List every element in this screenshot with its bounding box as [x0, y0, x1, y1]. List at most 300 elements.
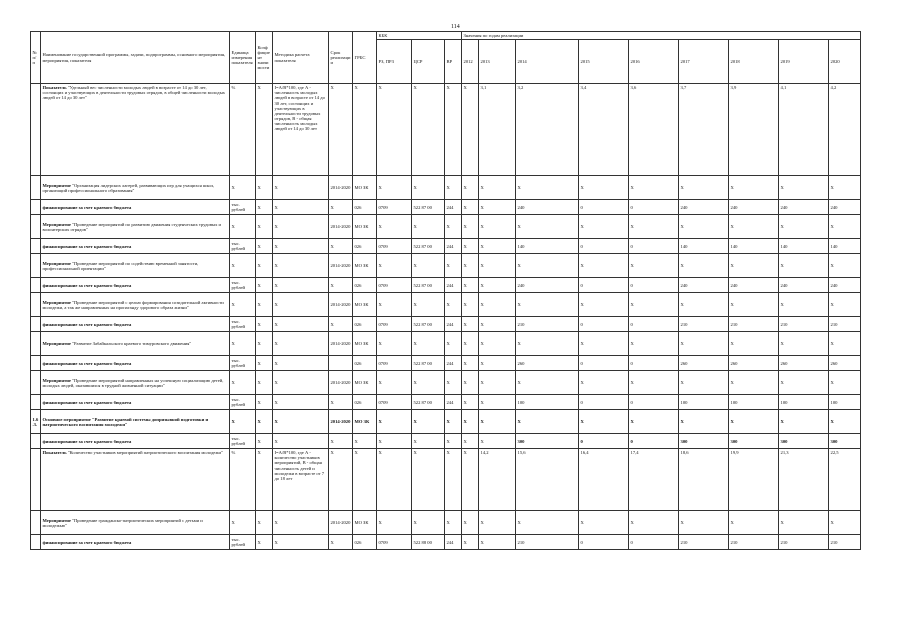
row-year-value: 19,9	[729, 449, 779, 511]
row-num	[31, 215, 41, 239]
row-method: X	[273, 278, 329, 293]
table-row	[31, 293, 861, 317]
row-year-value: X	[829, 254, 861, 278]
row-grbs: МО ЗК	[353, 410, 377, 434]
row-year-value: X	[462, 356, 479, 371]
table-row	[31, 371, 861, 395]
table-row	[31, 410, 861, 434]
row-coef: X	[256, 317, 273, 332]
row-name	[41, 200, 230, 215]
row-unit: тыс. рублей	[230, 356, 256, 371]
row-name-lead: Мероприятие	[42, 341, 71, 347]
row-vr: X	[445, 215, 462, 239]
row-year-value: 3,4	[579, 84, 629, 176]
row-year-value: 15,6	[516, 449, 579, 511]
row-num	[31, 511, 41, 535]
row-year-value: X	[516, 293, 579, 317]
row-year-value: X	[579, 332, 629, 356]
row-grbs: X	[353, 84, 377, 176]
table-row	[31, 434, 861, 449]
row-name	[41, 278, 230, 293]
row-name-text: "Организация лидерских лагерей, развивающих игр для учащихся школ, организаций профессионального образования"	[42, 182, 215, 193]
row-year-value: 300	[516, 434, 579, 449]
row-unit: X	[230, 371, 256, 395]
row-name-lead: Мероприятие	[42, 517, 71, 523]
row-period: X	[329, 535, 353, 550]
row-rz: X	[377, 410, 412, 434]
header-coef: Коэффициент значимости	[256, 32, 273, 84]
table-row	[31, 176, 861, 200]
row-unit: X	[230, 332, 256, 356]
header-num: № п/п	[31, 32, 41, 84]
row-year-value: 210	[729, 317, 779, 332]
program-table	[30, 31, 861, 550]
row-num	[31, 395, 41, 410]
row-year-value: 260	[829, 356, 861, 371]
row-rz: 0709	[377, 239, 412, 254]
row-num	[31, 278, 41, 293]
header-year-2015: 2015	[579, 40, 629, 84]
row-name-lead: Основное мероприятие "Развитие краевой системы допризывной подготовки и патриотического воспитания молодежи"	[42, 416, 209, 427]
row-year-value: X	[479, 239, 516, 254]
row-rz: X	[377, 84, 412, 176]
row-csr: X	[412, 434, 445, 449]
row-vr: X	[445, 84, 462, 176]
row-year-value: X	[462, 395, 479, 410]
row-coef: X	[256, 215, 273, 239]
row-name-text: "Проведение мероприятий направленных на успешную социализацию детей, молодых людей, оказавшихся в трудной жизненной ситуации"	[42, 377, 224, 388]
row-year-value: 0	[629, 239, 679, 254]
row-vr: 244	[445, 356, 462, 371]
row-csr: X	[412, 293, 445, 317]
row-unit: тыс. рублей	[230, 200, 256, 215]
row-vr: 244	[445, 278, 462, 293]
row-grbs: МО ЗК	[353, 293, 377, 317]
row-period: X	[329, 317, 353, 332]
row-year-value: 240	[729, 200, 779, 215]
row-name-lead: финансирование за счет краевого бюджета	[42, 282, 132, 288]
row-coef: X	[256, 239, 273, 254]
row-year-value: 210	[679, 317, 729, 332]
row-year-value: X	[679, 293, 729, 317]
row-name	[41, 449, 230, 511]
row-year-value: X	[516, 176, 579, 200]
row-year-value: 240	[829, 278, 861, 293]
row-name-lead: финансирование за счет краевого бюджета	[42, 539, 132, 545]
row-year-value: 18,6	[679, 449, 729, 511]
row-year-value: X	[479, 395, 516, 410]
row-csr: X	[412, 254, 445, 278]
row-vr: X	[445, 293, 462, 317]
row-period	[329, 356, 353, 371]
row-grbs: МО ЗК	[353, 176, 377, 200]
row-name-lead: Показатель	[42, 450, 67, 456]
row-method: I=A/B*100, где А - численность молодых людей в возрасте от 14 до 30 лет, состоящих и участвующих в деятельности трудовых отрядов, В - общая численность молодых людей от 14 до 30 лет	[273, 84, 329, 176]
row-grbs: 026	[353, 317, 377, 332]
row-year-value: X	[462, 254, 479, 278]
row-year-value: X	[462, 84, 479, 176]
row-name	[41, 371, 230, 395]
row-period: 2014-2020	[329, 332, 353, 356]
row-year-value: X	[516, 410, 579, 434]
row-year-value: X	[462, 293, 479, 317]
header-year-2012: 2012	[462, 40, 479, 84]
row-year-value: X	[516, 371, 579, 395]
row-year-value: 240	[829, 200, 861, 215]
row-name-lead: финансирование за счет краевого бюджета	[42, 321, 132, 327]
table-row	[31, 278, 861, 293]
row-unit: X	[230, 176, 256, 200]
row-period: X	[329, 449, 353, 511]
row-grbs: 026	[353, 535, 377, 550]
table-row	[31, 535, 861, 550]
header-csr: ЦСР	[412, 40, 445, 84]
row-method: X	[273, 239, 329, 254]
table-row	[31, 200, 861, 215]
table-body	[31, 84, 861, 550]
row-vr: 244	[445, 239, 462, 254]
row-csr: X	[412, 371, 445, 395]
row-year-value: 0	[629, 535, 679, 550]
row-year-value: X	[462, 371, 479, 395]
row-year-value: 210	[729, 535, 779, 550]
row-year-value: X	[462, 535, 479, 550]
row-year-value: X	[479, 511, 516, 535]
row-rz: X	[377, 371, 412, 395]
row-name-text: "Количество участников мероприятий патриотического воспитания молодежи"	[66, 450, 223, 456]
row-csr: X	[412, 511, 445, 535]
row-name-lead: финансирование за счет краевого бюджета	[42, 360, 132, 366]
row-year-value: X	[479, 410, 516, 434]
header-values: Значения по годам реализации	[462, 32, 861, 40]
row-name-lead: финансирование за счет краевого бюджета	[42, 399, 132, 405]
row-year-value: X	[779, 215, 829, 239]
row-year-value: X	[462, 239, 479, 254]
row-vr: X	[445, 371, 462, 395]
row-coef: X	[256, 293, 273, 317]
row-grbs: X	[353, 434, 377, 449]
row-year-value: 16,4	[579, 449, 629, 511]
row-name	[41, 84, 230, 176]
row-year-value: X	[579, 410, 629, 434]
row-name	[41, 511, 230, 535]
row-name-lead: Мероприятие	[42, 299, 71, 305]
row-rz: 0709	[377, 278, 412, 293]
header-year-2013: 2013	[479, 40, 516, 84]
header-year-2016: 2016	[629, 40, 679, 84]
row-num	[31, 371, 41, 395]
row-unit: тыс. рублей	[230, 434, 256, 449]
row-year-value: 0	[629, 317, 679, 332]
row-period: X	[329, 239, 353, 254]
table-row	[31, 449, 861, 511]
row-year-value: 140	[679, 239, 729, 254]
row-year-value: X	[479, 278, 516, 293]
row-name	[41, 356, 230, 371]
row-grbs: 026	[353, 356, 377, 371]
row-name-lead: Показатель	[42, 85, 67, 91]
row-grbs: 026	[353, 200, 377, 215]
row-csr: 522 87 00	[412, 356, 445, 371]
row-name	[41, 410, 230, 434]
row-year-value: X	[516, 254, 579, 278]
row-num	[31, 293, 41, 317]
header-method: Методика расчета показателя	[273, 32, 329, 84]
row-year-value: X	[729, 332, 779, 356]
row-method: X	[273, 410, 329, 434]
row-year-value: X	[462, 332, 479, 356]
row-year-value: X	[829, 215, 861, 239]
row-year-value: 210	[516, 535, 579, 550]
row-year-value: 3,2	[516, 84, 579, 176]
row-period: X	[329, 84, 353, 176]
row-year-value: 100	[729, 395, 779, 410]
row-name	[41, 176, 230, 200]
row-grbs: X	[353, 449, 377, 511]
row-year-value: X	[462, 278, 479, 293]
row-coef: X	[256, 176, 273, 200]
row-year-value: X	[462, 410, 479, 434]
row-csr: 522 87 00	[412, 278, 445, 293]
header-unit: Единица измерения показателя	[230, 32, 256, 84]
row-method: I=A/B*100, где А - количество участников мероприятий, В - общая численность детей и молодежи в возрасте от 7 до 18 лет	[273, 449, 329, 511]
row-year-value: 0	[629, 200, 679, 215]
header-year-2017: 2017	[679, 40, 729, 84]
row-unit: X	[230, 254, 256, 278]
row-year-value: X	[462, 434, 479, 449]
row-unit: тыс. рублей	[230, 395, 256, 410]
row-coef: X	[256, 434, 273, 449]
row-name-lead: Мероприятие	[42, 182, 71, 188]
row-name	[41, 434, 230, 449]
row-year-value: X	[729, 511, 779, 535]
row-num	[31, 535, 41, 550]
row-name	[41, 317, 230, 332]
header-year-2019: 2019	[779, 40, 829, 84]
row-year-value: 240	[729, 278, 779, 293]
row-year-value: X	[629, 511, 679, 535]
row-coef: X	[256, 449, 273, 511]
row-csr: X	[412, 332, 445, 356]
row-year-value: X	[779, 511, 829, 535]
row-year-value: X	[579, 511, 629, 535]
row-name-text: "Проведение гражданско-патриотических мероприятий с детьми и молодежью"	[42, 517, 203, 528]
row-year-value: X	[579, 215, 629, 239]
row-period: X	[329, 200, 353, 215]
row-year-value: 0	[579, 317, 629, 332]
row-csr: 522 87 00	[412, 239, 445, 254]
row-period: 2014-2020	[329, 511, 353, 535]
row-year-value: X	[479, 254, 516, 278]
row-year-value: X	[729, 371, 779, 395]
row-year-value: X	[679, 371, 729, 395]
row-method: X	[273, 356, 329, 371]
row-num: 1.6.3.	[31, 410, 41, 434]
row-name-lead: финансирование за счет краевого бюджета	[42, 438, 132, 444]
row-year-value: X	[679, 511, 729, 535]
row-year-value: 100	[779, 395, 829, 410]
row-year-value: 22,5	[829, 449, 861, 511]
row-rz: X	[377, 293, 412, 317]
row-coef: X	[256, 535, 273, 550]
row-unit: X	[230, 511, 256, 535]
row-year-value: X	[629, 215, 679, 239]
row-year-value: 240	[779, 278, 829, 293]
row-year-value: X	[629, 332, 679, 356]
row-year-value: 240	[679, 278, 729, 293]
row-unit: тыс. рублей	[230, 239, 256, 254]
row-year-value: X	[579, 371, 629, 395]
row-coef: X	[256, 371, 273, 395]
row-vr: X	[445, 176, 462, 200]
row-unit: X	[230, 293, 256, 317]
table-row	[31, 356, 861, 371]
row-year-value: 4,1	[779, 84, 829, 176]
row-year-value: 210	[679, 535, 729, 550]
row-year-value: X	[479, 215, 516, 239]
row-name	[41, 535, 230, 550]
row-year-value: X	[679, 332, 729, 356]
row-csr: 522 87 00	[412, 395, 445, 410]
row-period: X	[329, 278, 353, 293]
row-year-value: 210	[829, 317, 861, 332]
row-year-value: X	[679, 254, 729, 278]
row-year-value: 140	[779, 239, 829, 254]
row-period: 2014-2020	[329, 254, 353, 278]
row-year-value: 3,7	[679, 84, 729, 176]
row-year-value: 3,1	[479, 84, 516, 176]
row-method: X	[273, 176, 329, 200]
row-vr: 244	[445, 395, 462, 410]
row-year-value: X	[729, 215, 779, 239]
row-year-value: 210	[779, 535, 829, 550]
row-coef: X	[256, 254, 273, 278]
row-rz: 0709	[377, 535, 412, 550]
row-year-value: X	[462, 511, 479, 535]
row-num	[31, 84, 41, 176]
row-coef: X	[256, 278, 273, 293]
row-name-text: "Проведение мероприятий по содействию временной занятости, профессиональной ориентации"	[42, 260, 199, 271]
row-method: X	[273, 395, 329, 410]
row-coef: X	[256, 200, 273, 215]
row-year-value: 0	[579, 278, 629, 293]
row-vr: 244	[445, 317, 462, 332]
row-name	[41, 239, 230, 254]
row-year-value: X	[729, 293, 779, 317]
row-period: X	[329, 434, 353, 449]
row-year-value: X	[479, 356, 516, 371]
row-year-value: 14,2	[479, 449, 516, 511]
row-year-value: X	[629, 254, 679, 278]
row-grbs: 026	[353, 395, 377, 410]
row-period: 2014-2020	[329, 215, 353, 239]
row-method: X	[273, 200, 329, 215]
row-grbs: 026	[353, 239, 377, 254]
row-num	[31, 332, 41, 356]
row-unit: тыс. рублей	[230, 535, 256, 550]
row-year-value: X	[829, 371, 861, 395]
row-grbs: МО ЗК	[353, 254, 377, 278]
table-header	[31, 32, 861, 84]
row-period: 2014-2020	[329, 293, 353, 317]
row-year-value: 0	[579, 356, 629, 371]
row-num	[31, 254, 41, 278]
row-num	[31, 356, 41, 371]
row-year-value: X	[729, 410, 779, 434]
row-year-value: X	[679, 215, 729, 239]
table-row	[31, 511, 861, 535]
row-csr: X	[412, 449, 445, 511]
row-year-value: X	[516, 215, 579, 239]
row-vr: 244	[445, 535, 462, 550]
row-rz: 0709	[377, 356, 412, 371]
row-num	[31, 449, 41, 511]
header-year-2020: 2020	[829, 40, 861, 84]
row-method: X	[273, 511, 329, 535]
row-name	[41, 332, 230, 356]
row-vr: X	[445, 254, 462, 278]
row-year-value: X	[829, 176, 861, 200]
row-rz: X	[377, 176, 412, 200]
row-coef: X	[256, 356, 273, 371]
row-period: 2014-2020	[329, 371, 353, 395]
row-csr: 522 87 00	[412, 317, 445, 332]
row-year-value: 260	[779, 356, 829, 371]
row-num	[31, 317, 41, 332]
row-unit: тыс. рублей	[230, 278, 256, 293]
row-name-lead: финансирование за счет краевого бюджета	[42, 243, 132, 249]
header-rz: РЗ, ПР3	[377, 40, 412, 84]
table-row	[31, 239, 861, 254]
row-year-value: 0	[629, 434, 679, 449]
row-name-lead: Мероприятие	[42, 221, 71, 227]
table-row	[31, 317, 861, 332]
row-year-value: 210	[779, 317, 829, 332]
row-rz: 0709	[377, 317, 412, 332]
row-year-value: 300	[679, 434, 729, 449]
row-name	[41, 395, 230, 410]
row-year-value: 240	[516, 200, 579, 215]
row-name-text: "Развитие Забайкальского краевого тимуровского движения"	[70, 341, 192, 347]
row-grbs: МО ЗК	[353, 215, 377, 239]
row-unit: тыс. рублей	[230, 317, 256, 332]
row-method: X	[273, 215, 329, 239]
row-rz: X	[377, 254, 412, 278]
row-year-value: 3,9	[729, 84, 779, 176]
row-year-value: 300	[779, 434, 829, 449]
row-method: X	[273, 371, 329, 395]
row-period: X	[329, 395, 353, 410]
row-csr: X	[412, 84, 445, 176]
header-vr: ВР	[445, 40, 462, 84]
table-row	[31, 84, 861, 176]
row-method: X	[273, 434, 329, 449]
row-year-value: X	[629, 410, 679, 434]
row-year-value: X	[779, 176, 829, 200]
row-year-value: X	[479, 200, 516, 215]
row-year-value: 140	[729, 239, 779, 254]
row-year-value: X	[579, 254, 629, 278]
row-year-value: X	[462, 176, 479, 200]
row-year-value: 140	[829, 239, 861, 254]
row-grbs: МО ЗК	[353, 511, 377, 535]
row-name	[41, 215, 230, 239]
row-year-value: 0	[629, 278, 679, 293]
row-unit: %	[230, 84, 256, 176]
row-year-value: 4,2	[829, 84, 861, 176]
row-year-value: 240	[679, 200, 729, 215]
row-year-value: 3,6	[629, 84, 679, 176]
